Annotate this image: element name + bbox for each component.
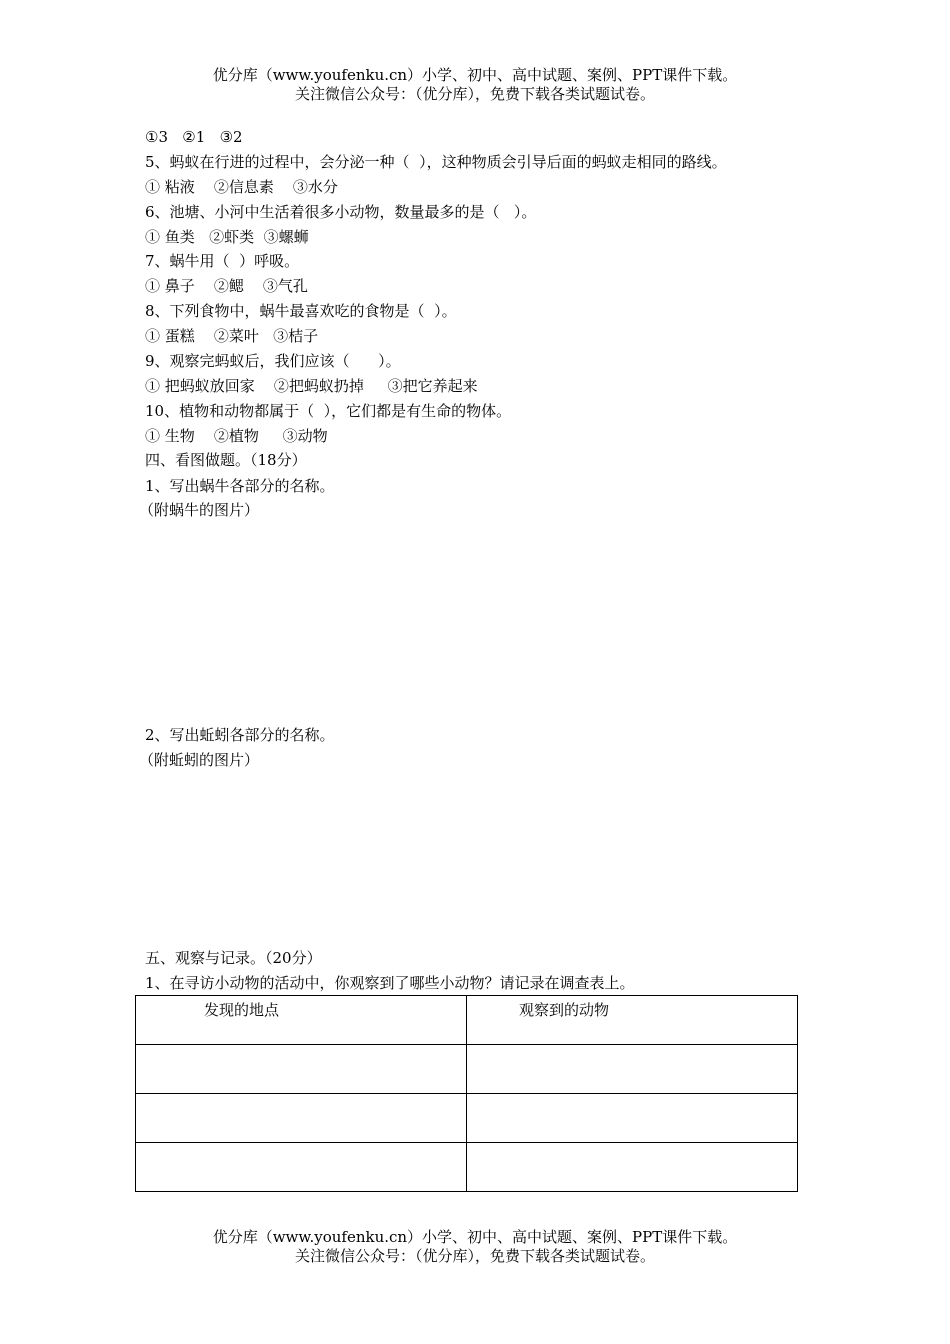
table-header-row (136, 996, 798, 1045)
q4-options: ①3 ②1 ③2 (145, 128, 243, 146)
snail-picture-placeholder: （附蜗牛的图片） (139, 501, 260, 519)
q7-options: ① 鼻子 ②鳃 ③气孔 (145, 277, 308, 295)
animals-header-label: 观察到的动物 (519, 1001, 610, 1019)
table-row (136, 1143, 798, 1192)
table-cell[interactable] (467, 1143, 798, 1192)
table-cell[interactable] (136, 1143, 467, 1192)
table-cell[interactable] (467, 1094, 798, 1143)
question-10: 10、植物和动物都属于（ ），它们都是有生命的物体。 (145, 402, 512, 420)
section-4-title: 四、看图做题。（18分） (145, 451, 307, 469)
table-cell[interactable] (136, 1045, 467, 1094)
question-8: 8、下列食物中，蜗牛最喜欢吃的食物是（ ）。 (145, 302, 457, 320)
question-6: 6、池塘、小河中生活着很多小动物，数量最多的是（ ）。 (145, 203, 537, 221)
section-4-question-2: 2、写出蚯蚓各部分的名称。 (145, 726, 335, 744)
footer-line-2: 关注微信公众号：（优分库），免费下载各类试题试卷。 (294, 1247, 655, 1265)
section-4-question-1: 1、写出蜗牛各部分的名称。 (145, 477, 335, 495)
table-header-animals (467, 996, 798, 1045)
question-9: 9、观察完蚂蚁后，我们应该（ ）。 (145, 352, 401, 370)
location-header-label: 发现的地点 (204, 1001, 280, 1019)
section-5-title: 五、观察与记录。（20分） (145, 949, 322, 967)
footer-line-1: 优分库（www.youfenku.cn）小学、初中、高中试题、案例、PPT课件下载。 (212, 1228, 738, 1246)
q8-options: ① 蛋糕 ②菜叶 ③桔子 (145, 327, 319, 345)
table-cell[interactable] (136, 1094, 467, 1143)
table-cell[interactable] (467, 1045, 798, 1094)
survey-table (135, 995, 798, 1192)
table-header-location (136, 996, 467, 1045)
page-footer (0, 1228, 950, 1266)
q6-options: ① 鱼类 ②虾类 ③螺蛳 (145, 228, 309, 246)
header-line-1: 优分库（www.youfenku.cn）小学、初中、高中试题、案例、PPT课件下载。 (212, 66, 738, 84)
q5-options: ① 粘液 ②信息素 ③水分 (145, 178, 338, 196)
section-5-question-1: 1、在寻访小动物的活动中，你观察到了哪些小动物？请记录在调查表上。 (145, 974, 635, 992)
page-header (0, 66, 950, 104)
header-line-2: 关注微信公众号：（优分库），免费下载各类试题试卷。 (294, 85, 655, 103)
q9-options: ① 把蚂蚁放回家 ②把蚂蚁扔掉 ③把它养起来 (145, 377, 478, 395)
table-row (136, 1045, 798, 1094)
question-7: 7、蜗牛用（ ）呼吸。 (145, 252, 300, 270)
question-5: 5、蚂蚁在行进的过程中，会分泌一种（ ），这种物质会引导后面的蚂蚁走相同的路线。 (145, 153, 727, 171)
earthworm-picture-placeholder: （附蚯蚓的图片） (139, 751, 260, 769)
table-row (136, 1094, 798, 1143)
q10-options: ① 生物 ②植物 ③动物 (145, 427, 328, 445)
